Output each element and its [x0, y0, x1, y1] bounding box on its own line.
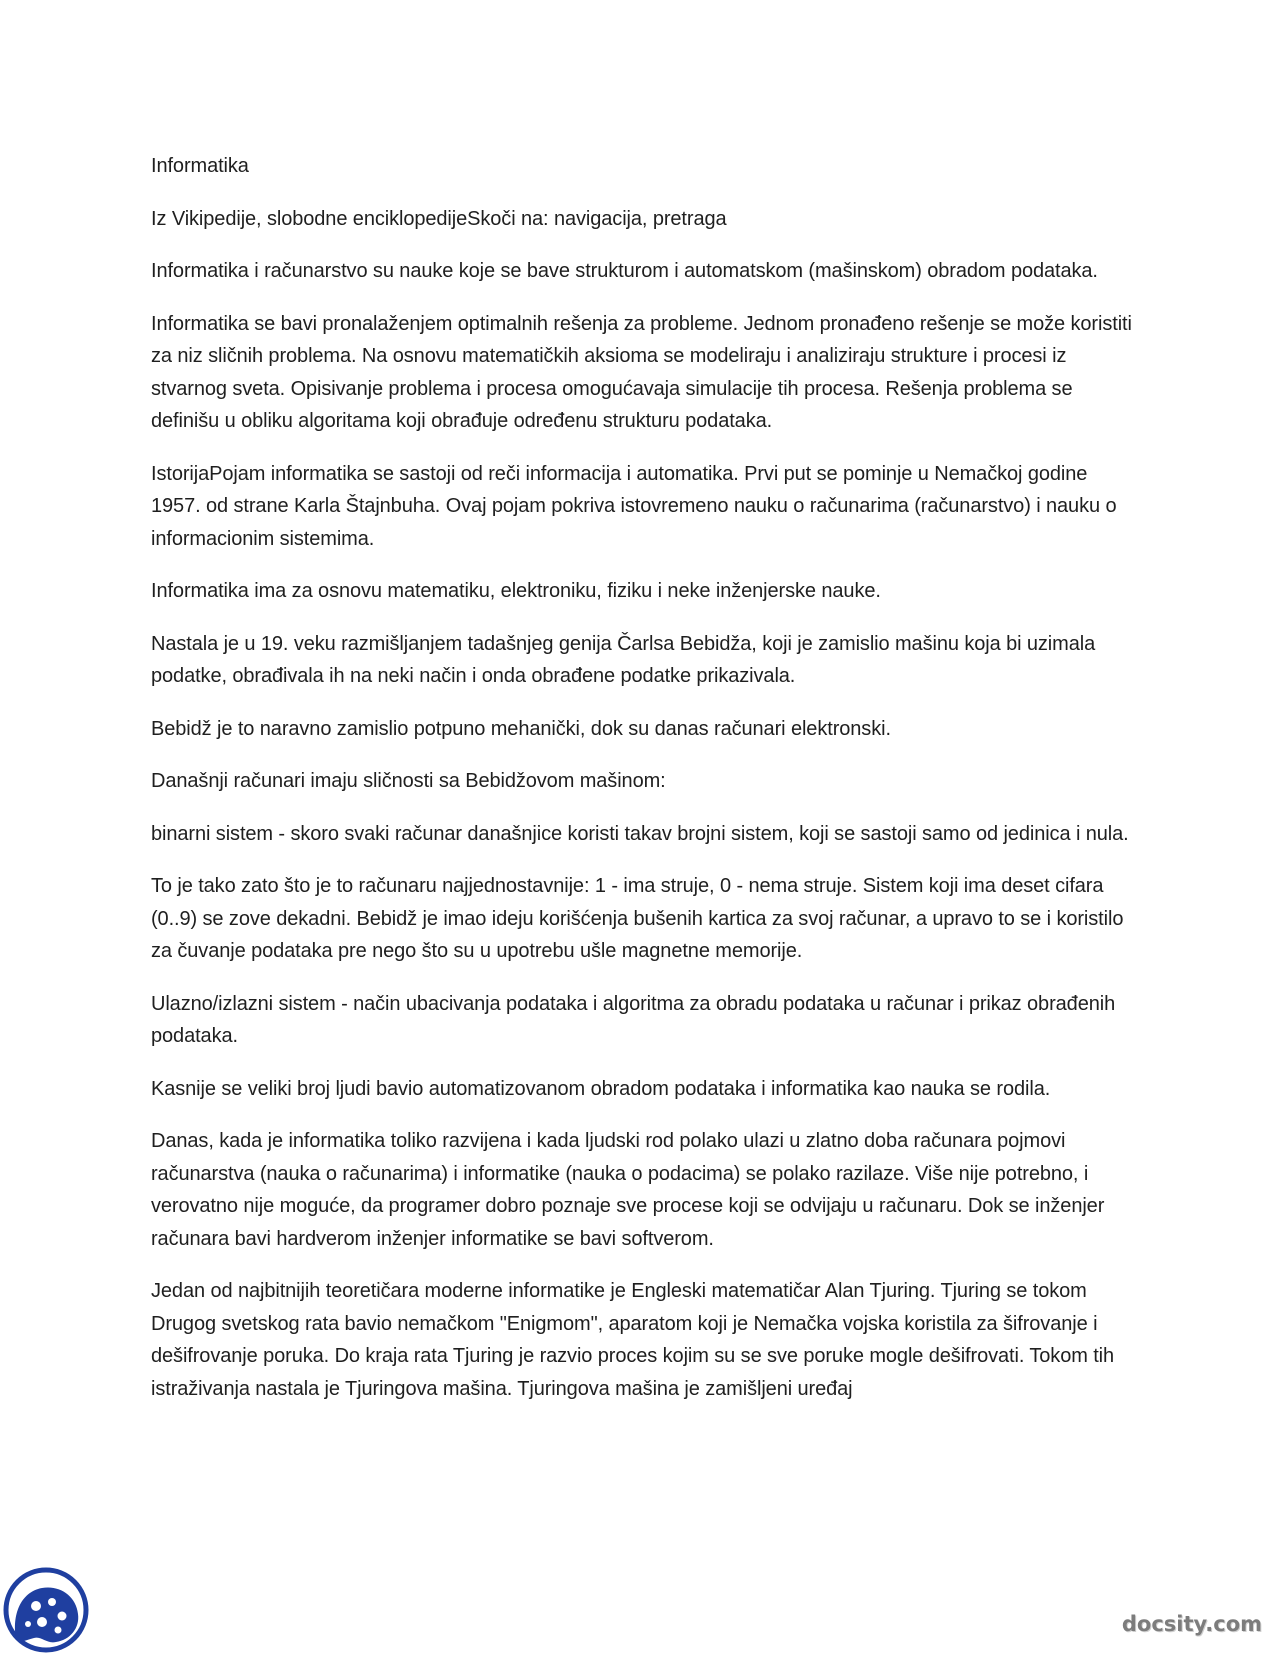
- paragraph: Kasnije se veliki broj ljudi bavio automatizovanom obradom podataka i informatika kao nauka se rodila.: [151, 1077, 1051, 1100]
- paragraph: Jedan od najbitnijih teoretičara moderne informatike je Engleski matematičar Alan Tjuring. Tjuring se tokom Drugog svetskog rata bavio nemačkom "Enigmom", aparatom koji je Nemačka vojska koristila za šifrovanje i dešifrovanje poruka. Do kraja rata Tjuring je razvio proces kojim su se sve poruke mogle dešifrovati. Tokom tih istraživanja nastala je Tjuringova mašina. Tjuringova mašina je zamišljeni uređaj: [151, 1280, 1115, 1400]
- paragraph: Danas, kada je informatika toliko razvijena i kada ljudski rod polako ulazi u zlatno doba računara pojmovi računarstva (nauka o računarima) i informatike (nauka o podacima) se polako razilaze. Više nije potrebno, i verovatno nije moguće, da programer dobro poznaje sve procese koji se odvijaju u računaru. Dok se inženjer računara bavi hardverom inženjer informatike se bavi softverom.: [151, 1130, 1105, 1250]
- paragraph: Nastala je u 19. veku razmišljanjem tadašnjeg genija Čarlsa Bebidža, koji je zamislio mašinu koja bi uzimala podatke, obrađivala ih na neki način i onda obrađene podatke prikazivala.: [151, 632, 1096, 687]
- paragraph: Informatika i računarstvo su nauke koje se bave strukturom i automatskom (mašinskom) obradom podataka.: [151, 260, 1098, 282]
- paragraph: IstorijaPojam informatika se sastoji od reči informacija i automatika. Prvi put se pominje u Nemačkoj godine 1957. od strane Karla Štajnbuha. Ovaj pojam pokriva istovremeno nauku o računarima (računarstvo) i nauku o informacionim sistemima.: [151, 462, 1117, 550]
- paragraph: Informatika ima za osnovu matematiku, elektroniku, fiziku i neke inženjerske nauke.: [151, 580, 881, 602]
- paragraph: Ulazno/izlazni sistem - način ubacivanja podataka i algoritma za obradu podataka u računar i prikaz obrađenih podataka.: [151, 992, 1116, 1047]
- docsity-logo-icon[interactable]: [2, 1566, 90, 1654]
- paragraph: Današnji računari imaju sličnosti sa Bebidžovom mašinom:: [151, 770, 666, 792]
- paragraph: To je tako zato što je to računaru najjednostavnije: 1 - ima struje, 0 - nema struje. Sistem koji ima deset cifara (0..9) se zove dekadni. Bebidž je imao ideju korišćenja bušenih kartica za svoj računar, a upravo to se i koristilo za čuvanje podataka pre nego što su u upotrebu ušle magnetne memorije.: [151, 875, 1124, 962]
- docsity-logo-svg: [2, 1566, 90, 1654]
- document-title: Informatika: [151, 155, 249, 177]
- document-subtitle: Iz Vikipedije, slobodne enciklopedijeSkoči na: navigacija, pretraga: [151, 207, 727, 230]
- paragraph: Informatika se bavi pronalaženjem optimalnih rešenja za probleme. Jednom pronađeno rešenje se može koristiti za niz sličnih problema. Na osnovu matematičkih aksioma se modeliraju i analiziraju strukture i procesi iz stvarnog sveta. Opisivanje problema i procesa omogućavaja simulacije tih procesa. Rešenja problema se definišu u obliku algoritama koji obrađuje određenu strukturu podataka.: [151, 312, 1132, 432]
- document-page: [151, 150, 1141, 1425]
- docsity-brand-text[interactable]: docsity.com: [1121, 1612, 1262, 1636]
- paragraph: Bebidž je to naravno zamislio potpuno mehanički, dok su danas računari elektronski.: [151, 717, 891, 740]
- paragraph: binarni sistem - skoro svaki računar današnjice koristi takav brojni sistem, koji se sastoji samo od jedinica i nula.: [151, 822, 1129, 845]
